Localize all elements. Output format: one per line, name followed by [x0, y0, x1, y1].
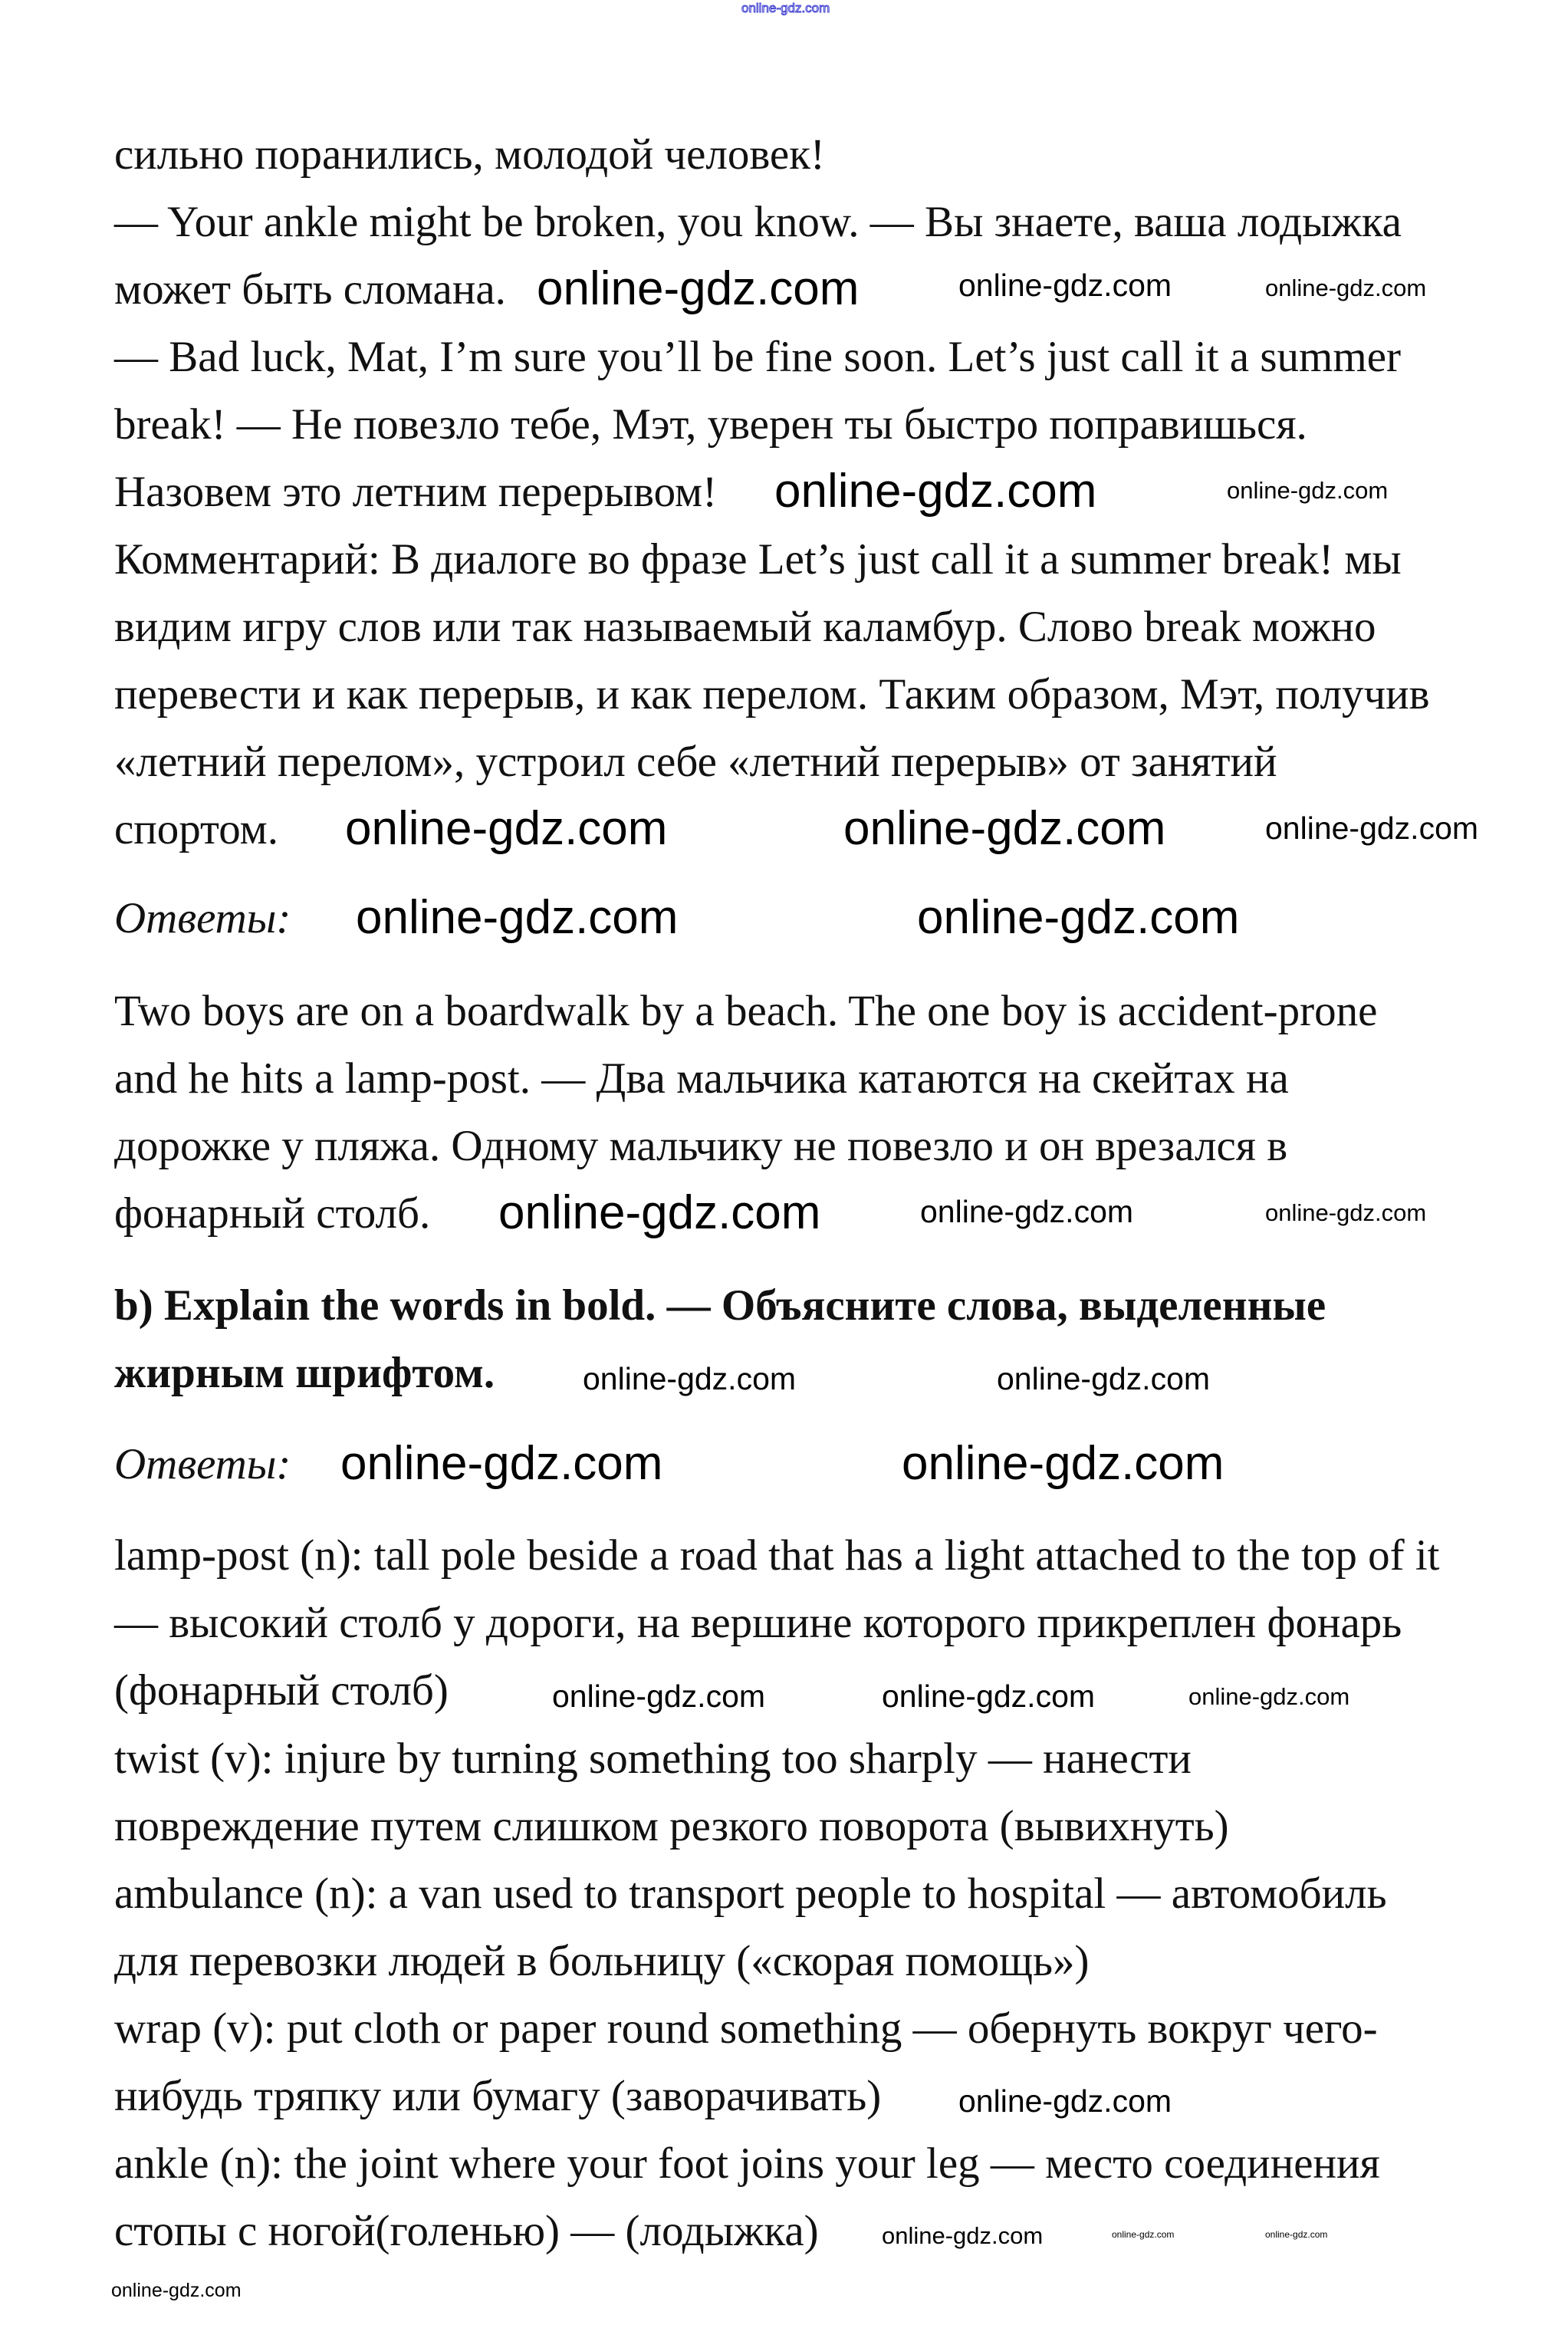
watermark: online-gdz.com	[1265, 2229, 1328, 2240]
task-heading: жирным шрифтом.	[114, 1349, 495, 1397]
text-line: — Your ankle might be broken, you know. — Вы знаете, ваша лодыжка	[114, 198, 1402, 246]
watermark: online-gdz.com	[537, 262, 860, 315]
text-line: стопы с ногой(голенью) — (лодыжка)	[114, 2207, 819, 2255]
watermark: online-gdz.com	[1265, 1199, 1427, 1226]
answers-label: Ответы:	[114, 894, 291, 942]
watermark: online-gdz.com	[1265, 275, 1427, 301]
text-line: перевести и как перерыв, и как перелом. Таким образом, Мэт, получив	[114, 670, 1430, 718]
text-line: нибудь тряпку или бумагу (заворачивать)	[114, 2072, 882, 2120]
watermark: online-gdz.com	[340, 1437, 663, 1490]
watermark: online-gdz.com	[1188, 1683, 1350, 1710]
text-line: wrap (v): put cloth or paper round something — обернуть вокруг чего-	[114, 2004, 1378, 2053]
watermark: online-gdz.com	[774, 465, 1097, 518]
watermark: online-gdz.com	[1265, 811, 1479, 846]
text-line: — Bad luck, Mat, I’m sure you’ll be fine soon. Let’s just call it a summer	[114, 333, 1401, 381]
text-line: фонарный столб.	[114, 1189, 431, 1238]
watermark: online-gdz.com	[583, 1361, 797, 1396]
text-line: может быть сломана.	[114, 265, 506, 314]
text-line: ambulance (n): a van used to transport people to hospital — автомобиль	[114, 1869, 1387, 1918]
watermark: online-gdz.com	[552, 1679, 766, 1714]
watermark: online-gdz.com	[1112, 2229, 1175, 2240]
text-line: для перевозки людей в больницу («скорая помощь»)	[114, 1937, 1090, 1985]
watermark: online-gdz.com	[882, 2222, 1044, 2249]
watermark: online-gdz.com	[997, 1361, 1211, 1396]
text-line: Two boys are on a boardwalk by a beach. The one boy is accident-prone	[114, 987, 1378, 1035]
watermark: online-gdz.com	[1227, 477, 1389, 504]
text-line: «летний перелом», устроил себе «летний перерыв» от занятий	[114, 738, 1277, 786]
watermark: online-gdz.com	[843, 802, 1166, 855]
watermark: online-gdz.com	[741, 1, 830, 15]
text-line: — высокий столб у дороги, на вершине которого прикреплен фонарь	[114, 1599, 1402, 1647]
text-line: Комментарий: В диалоге во фразе Let’s just call it a summer break! мы	[114, 535, 1402, 584]
watermark: online-gdz.com	[345, 802, 668, 855]
answers-label: Ответы:	[114, 1440, 291, 1488]
text-line: дорожке у пляжа. Одному мальчику не повезло и он врезался в	[114, 1122, 1288, 1170]
watermark: online-gdz.com	[920, 1194, 1134, 1229]
task-heading: b) Explain the words in bold. — Объясните слова, выделенные	[114, 1281, 1326, 1330]
text-line: сильно поранились, молодой человек!	[114, 130, 825, 179]
watermark: online-gdz.com	[917, 891, 1240, 944]
text-line: видим игру слов или так называемый каламбур. Слово break можно	[114, 603, 1376, 651]
watermark: online-gdz.com	[958, 2083, 1172, 2119]
watermark: online-gdz.com	[958, 268, 1172, 303]
text-line: (фонарный столб)	[114, 1666, 449, 1715]
watermark: online-gdz.com	[498, 1186, 821, 1239]
text-line: lamp-post (n): tall pole beside a road that has a light attached to the top of it	[114, 1531, 1440, 1580]
watermark: online-gdz.com	[882, 1679, 1096, 1714]
text-line: ankle (n): the joint where your foot joins your leg — место соединения	[114, 2139, 1380, 2188]
text-line: повреждение путем слишком резкого поворота (вывихнуть)	[114, 1802, 1229, 1850]
watermark: online-gdz.com	[356, 891, 679, 944]
watermark: online-gdz.com	[902, 1437, 1224, 1490]
text-line: спортом.	[114, 805, 278, 853]
text-line: break! — Не повезло тебе, Мэт, уверен ты быстро поправишься.	[114, 400, 1307, 449]
text-line: and he hits a lamp-post. — Два мальчика катаются на скейтах на	[114, 1054, 1289, 1103]
text-line: Назовем это летним перерывом!	[114, 468, 718, 516]
text-line: twist (v): injure by turning something too sharply — нанести	[114, 1735, 1192, 1783]
watermark: online-gdz.com	[111, 2280, 242, 2301]
